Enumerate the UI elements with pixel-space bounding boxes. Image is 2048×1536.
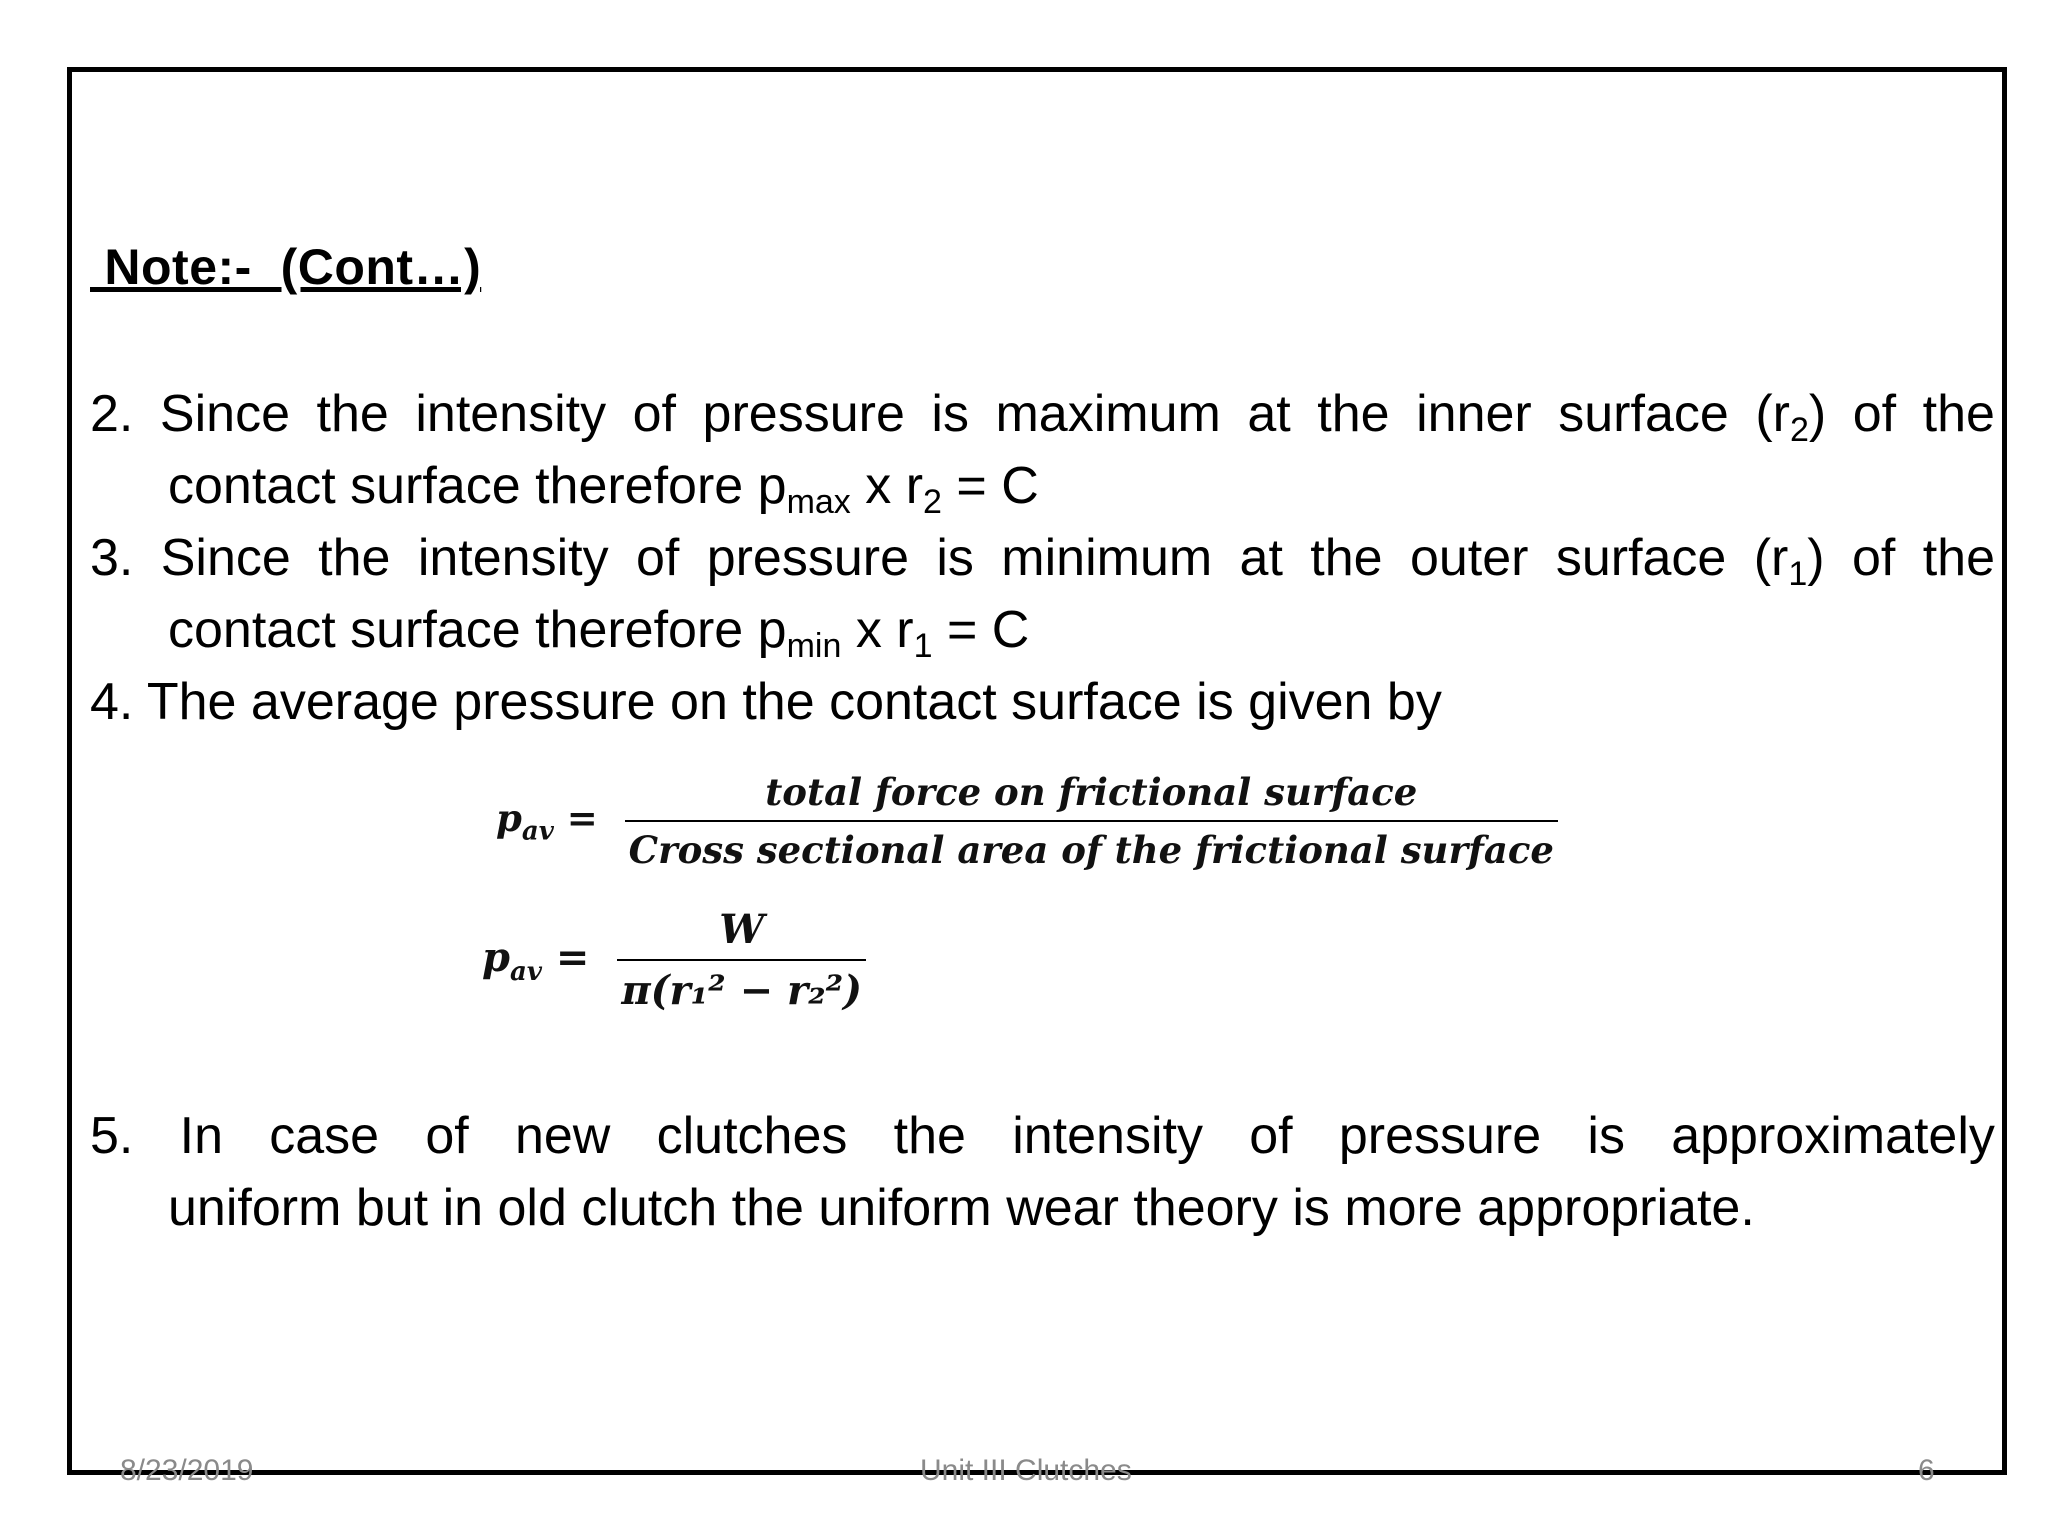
formula-average-pressure [482,906,866,1014]
word: clutches [656,1107,848,1165]
word: surface [1558,385,1729,443]
formula-lhs [496,795,598,847]
fraction [625,770,1558,872]
word: the [1922,385,1995,443]
word: is [931,385,969,443]
text: contact surface therefore p [168,601,787,659]
text: = C [941,457,1039,515]
denominator: π(r₁² − r₂²) [621,967,863,1014]
text: contact surface therefore p [168,457,787,515]
subscript: 1 [1788,555,1808,593]
word: maximum [995,385,1221,443]
word: of [635,529,680,587]
fraction-bar [625,820,1558,822]
word: of [1852,385,1897,443]
list-item-5 [90,1100,1995,1244]
word: the [318,529,391,587]
item-number: 5. [90,1107,134,1165]
word: intensity [415,385,607,443]
word: at [1247,385,1291,443]
text: (r [1755,385,1790,443]
footer-page-number: 6 [1918,1454,1935,1487]
numerator: W [719,906,765,953]
subscript: av [509,956,542,987]
word: outer [1409,529,1529,587]
word: pressure [706,529,909,587]
list-item-3 [90,522,1995,666]
subscript: 2 [923,483,942,521]
word: of [632,385,677,443]
subscript: av [521,816,554,847]
slide-heading: Note:- (Cont…) [90,239,482,295]
item-4-text: 4. The average pressure on the contact surface is given by [90,673,1442,731]
word: of [425,1107,469,1165]
word: intensity [1012,1107,1203,1165]
text: (r [1753,529,1789,587]
footer-title: Unit III Clutches [920,1454,1132,1487]
equals-sign: = [553,795,598,840]
item-number: 3. [90,529,134,587]
word: approximately [1671,1107,1995,1165]
text: p [482,933,510,981]
word: the [1310,529,1383,587]
word: In [179,1107,223,1165]
numerator: total force on frictional surface [765,770,1418,814]
item-3-line-2 [90,594,1995,666]
word: intensity [417,529,609,587]
word: pressure [702,385,905,443]
text: x r [850,457,924,515]
word: new [514,1107,611,1165]
word: the [1317,385,1390,443]
word: is [1587,1107,1625,1165]
footer-date: 8/23/2019 [120,1454,254,1487]
subscript: 2 [1789,411,1809,449]
word: Since [159,385,290,443]
subscript: max [786,483,851,521]
word: surface [1555,529,1727,587]
item-2-line-2 [90,450,1995,522]
word: case [269,1107,380,1165]
item-3-line-1 [90,522,1995,594]
word: of [1249,1107,1293,1165]
word: inner [1416,385,1532,443]
fraction [617,906,866,1014]
radius-term [1755,378,1826,450]
word: pressure [1338,1107,1542,1165]
word: of [1851,529,1896,587]
list-item-4 [90,666,1995,738]
word: at [1239,529,1283,587]
formula-average-pressure-definition [496,770,1558,872]
word: the [1922,529,1995,587]
subscript: min [786,627,842,665]
text: ) [1808,385,1827,443]
word: the [316,385,389,443]
item-2-line-1 [90,378,1995,450]
subscript: 1 [913,627,933,665]
word: minimum [1001,529,1213,587]
word: is [936,529,974,587]
radius-term [1754,522,1825,594]
text: = C [932,601,1030,659]
word: Since [160,529,291,587]
fraction-bar [617,959,866,961]
text: x r [841,601,914,659]
text: ) [1807,529,1825,587]
text: p [496,795,522,840]
equals-sign: = [541,933,590,981]
item-5-line-2: uniform but in old clutch the uniform wear theory is more appropriate. [168,1179,1755,1237]
list-item-2 [90,378,1995,522]
item-5-line-1 [90,1100,1995,1172]
word: the [893,1107,966,1165]
item-number: 2. [90,385,134,443]
denominator: Cross sectional area of the frictional surface [628,828,1554,872]
formula-lhs [482,933,590,987]
